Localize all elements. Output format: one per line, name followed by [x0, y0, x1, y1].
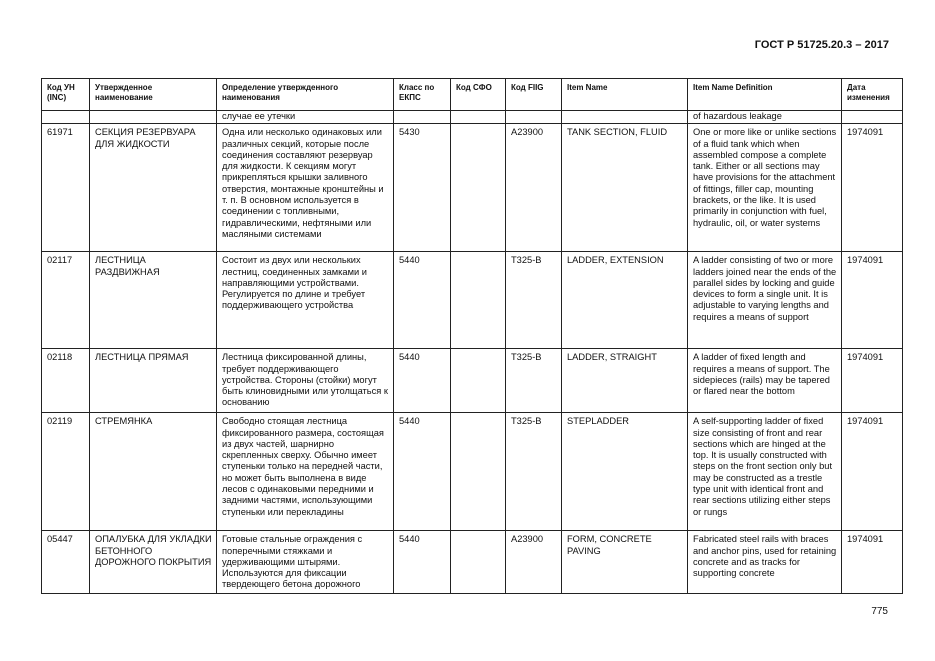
cell-item-name: LADDER, EXTENSION	[562, 252, 688, 349]
cell-date: 1974091	[842, 252, 903, 349]
column-header-name: Утвержденное наименование	[90, 79, 217, 111]
table-row	[42, 252, 903, 349]
cell-fiig: T325-B	[506, 413, 562, 531]
cell-definition: Одна или несколько одинаковых или различных секций, которые после соединения составляют резервуар для жидкости. К секциям могут прикрепляться крышки заливного отверстия, монтажные кронштейны и т. п. В основном используется в соединении с топливными, гидравлическими, нефтяными или масляными системами	[217, 124, 394, 252]
cell-item-name: TANK SECTION, FLUID	[562, 124, 688, 252]
cell-definition: Готовые стальные ограждения с поперечными стяжками и удерживающими штырями. Используются для фиксации твердеющего бетона дорожного	[217, 531, 394, 593]
column-header-item-definition: Item Name Definition	[688, 79, 842, 111]
catalog-table	[41, 78, 903, 594]
column-header-fiig: Код FIIG	[506, 79, 562, 111]
cell-sfo	[451, 124, 506, 252]
cell-date: 1974091	[842, 531, 903, 593]
cell-class	[394, 111, 451, 124]
cell-inc	[42, 111, 90, 124]
cell-class: 5440	[394, 531, 451, 593]
cell-inc: 61971	[42, 124, 90, 252]
cell-inc: 02117	[42, 252, 90, 349]
cell-definition: Лестница фиксированной длины, требует поддерживающего устройства. Стороны (стойки) могут быть клиновидными или утолщаться к основанию	[217, 349, 394, 413]
table-row	[42, 531, 903, 593]
cell-item-definition: A self-supporting ladder of fixed size consisting of front and rear sections which are hinged at the top. It is usually constructed with steps on the front section only but may be constructed as a trestle type unit with identical front and rear sections utilizing either steps or rungs	[688, 413, 842, 531]
table-row	[42, 413, 903, 531]
cell-item-name: STEPLADDER	[562, 413, 688, 531]
cell-definition: Свободно стоящая лестница фиксированного размера, состоящая из двух частей, шарнирно скрепленных сверху. Обычно имеет ступеньки только на передней части, но может быть выполнена в виде лесов с одинаковыми передними и задними частями, использующими ступеньки или перекладины	[217, 413, 394, 531]
column-header-definition: Определение утвержденного наименования	[217, 79, 394, 111]
cell-sfo	[451, 349, 506, 413]
cell-sfo	[451, 531, 506, 593]
cell-definition: Состоит из двух или нескольких лестниц, соединенных замками и направляющими устройствами. Регулируется по длине и требует поддерживающего устройства	[217, 252, 394, 349]
cell-date: 1974091	[842, 349, 903, 413]
cell-class: 5430	[394, 124, 451, 252]
cell-item-name: FORM, CONCRETE PAVING	[562, 531, 688, 593]
cell-definition: случае ее утечки	[217, 111, 394, 124]
page-number: 775	[871, 606, 888, 617]
cell-date: 1974091	[842, 124, 903, 252]
cell-name: СТРЕМЯНКА	[90, 413, 217, 531]
document-header: ГОСТ Р 51725.20.3 – 2017	[754, 39, 889, 51]
cell-inc: 02119	[42, 413, 90, 531]
cell-item-name: LADDER, STRAIGHT	[562, 349, 688, 413]
cell-inc: 02118	[42, 349, 90, 413]
column-header-sfo: Код СФО	[451, 79, 506, 111]
column-header-date: Дата изменения	[842, 79, 903, 111]
cell-sfo	[451, 413, 506, 531]
cell-item-definition: A ladder consisting of two or more ladders joined near the ends of the parallel sides by locking and guide devices to form a single unit. It is adjustable to varying lengths and requires a means of support	[688, 252, 842, 349]
table-row	[42, 124, 903, 252]
cell-fiig: A23900	[506, 531, 562, 593]
cell-inc: 05447	[42, 531, 90, 593]
table-header-row	[42, 79, 903, 111]
cell-sfo	[451, 252, 506, 349]
cell-item-definition: Fabricated steel rails with braces and anchor pins, used for retaining concrete and as tracks for supporting concrete	[688, 531, 842, 593]
cell-fiig: T325-B	[506, 252, 562, 349]
column-header-inc: Код УН (INC)	[42, 79, 90, 111]
cell-item-definition: One or more like or unlike sections of a fluid tank which when assembled compose a complete tank. Either or all sections may have provisions for the attachment of fittings, filler cap, mounting brackets, or the like. It is used primarily in conjunction with fuel, hydraulic, oil, or water systems	[688, 124, 842, 252]
cell-name: ОПАЛУБКА ДЛЯ УКЛАДКИ БЕТОННОГО ДОРОЖНОГО ПОКРЫТИЯ	[90, 531, 217, 593]
cell-fiig	[506, 111, 562, 124]
cell-item-definition: of hazardous leakage	[688, 111, 842, 124]
cell-fiig: A23900	[506, 124, 562, 252]
cell-fiig: T325-B	[506, 349, 562, 413]
column-header-item-name: Item Name	[562, 79, 688, 111]
cell-date: 1974091	[842, 413, 903, 531]
cell-date	[842, 111, 903, 124]
cell-name	[90, 111, 217, 124]
cell-name: СЕКЦИЯ РЕЗЕРВУАРА ДЛЯ ЖИДКОСТИ	[90, 124, 217, 252]
cell-item-definition: A ladder of fixed length and requires a means of support. The sidepieces (rails) may be tapered or flared near the bottom	[688, 349, 842, 413]
cell-item-name	[562, 111, 688, 124]
cell-name: ЛЕСТНИЦА ПРЯМАЯ	[90, 349, 217, 413]
cell-class: 5440	[394, 349, 451, 413]
continuation-row	[42, 111, 903, 124]
table-row	[42, 349, 903, 413]
column-header-class: Класс по ЕКПС	[394, 79, 451, 111]
cell-sfo	[451, 111, 506, 124]
cell-class: 5440	[394, 413, 451, 531]
cell-class: 5440	[394, 252, 451, 349]
cell-name: ЛЕСТНИЦА РАЗДВИЖНАЯ	[90, 252, 217, 349]
